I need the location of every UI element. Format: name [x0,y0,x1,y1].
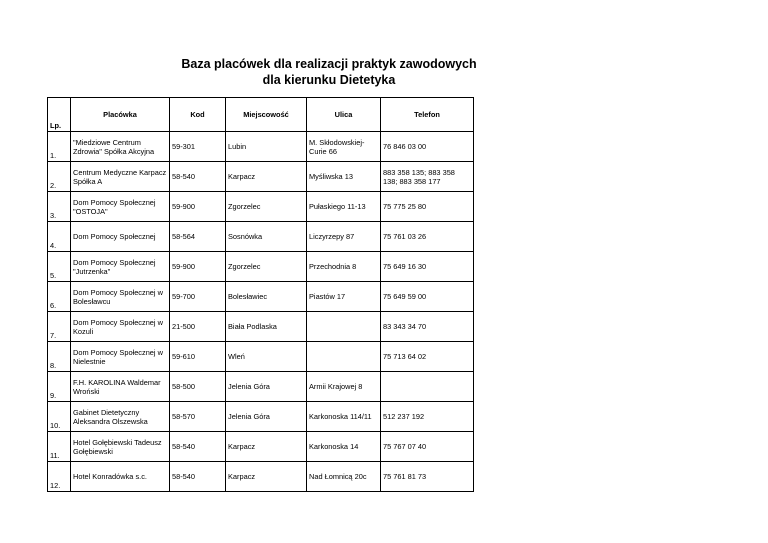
cell-lp: 4. [48,222,71,252]
cell-lp: 8. [48,342,71,372]
cell-kod: 58-570 [170,402,226,432]
table-row [48,372,474,402]
table-row [48,282,474,312]
cell-kod: 58-500 [170,372,226,402]
cell-miejscowosc: Bolesławiec [226,282,307,312]
cell-placowka: "Miedziowe Centrum Zdrowia" Spółka Akcyjna [71,132,170,162]
cell-placowka: Hotel Gołębiewski Tadeusz Gołębiewski [71,432,170,462]
cell-lp: 10. [48,402,71,432]
cell-placowka: Centrum Medyczne Karpacz Spółka A [71,162,170,192]
document-subtitle: dla kierunku Dietetyka [262,73,396,87]
document-title: Baza placówek dla realizacji praktyk zawodowych [181,57,477,71]
cell-telefon: 75 767 07 40 [381,432,474,462]
cell-kod: 59-301 [170,132,226,162]
cell-lp: 11. [48,432,71,462]
cell-kod: 59-700 [170,282,226,312]
cell-placowka: Dom Pomocy Społecznej "OSTOJA" [71,192,170,222]
cell-miejscowosc: Karpacz [226,462,307,492]
cell-placowka: Dom Pomocy Społecznej w Kozuli [71,312,170,342]
cell-telefon: 75 649 59 00 [381,282,474,312]
cell-ulica: Nad Łomnicą 20c [307,462,381,492]
cell-telefon: 75 713 64 02 [381,342,474,372]
cell-placowka: Dom Pomocy Społecznej w Bolesławcu [71,282,170,312]
header-telefon: Telefon [381,98,474,132]
table-row [48,462,474,492]
cell-placowka: Hotel Konradówka s.c. [71,462,170,492]
cell-telefon: 75 761 03 26 [381,222,474,252]
cell-ulica: Myśliwska 13 [307,162,381,192]
cell-miejscowosc: Biała Podlaska [226,312,307,342]
header-placowka: Placówka [71,98,170,132]
cell-placowka: Dom Pomocy Społecznej "Jutrzenka" [71,252,170,282]
cell-placowka: F.H. KAROLINA Waldemar Wroński [71,372,170,402]
table-row [48,402,474,432]
cell-telefon: 512 237 192 [381,402,474,432]
cell-telefon: 75 775 25 80 [381,192,474,222]
cell-lp: 2. [48,162,71,192]
cell-ulica [307,342,381,372]
table-row [48,432,474,462]
cell-miejscowosc: Sosnówka [226,222,307,252]
header-lp: Lp. [48,98,71,132]
cell-telefon: 75 761 81 73 [381,462,474,492]
header-kod: Kod [170,98,226,132]
cell-kod: 21-500 [170,312,226,342]
cell-miejscowosc: Zgorzelec [226,192,307,222]
cell-ulica [307,312,381,342]
cell-kod: 59-610 [170,342,226,372]
cell-kod: 58-564 [170,222,226,252]
cell-lp: 1. [48,132,71,162]
cell-ulica: Liczyrzepy 87 [307,222,381,252]
cell-ulica: Piastów 17 [307,282,381,312]
header-miejscowosc: Miejscowość [226,98,307,132]
cell-ulica: Karkonoska 14 [307,432,381,462]
cell-miejscowosc: Karpacz [226,432,307,462]
table-row [48,132,474,162]
cell-lp: 5. [48,252,71,282]
cell-miejscowosc: Zgorzelec [226,252,307,282]
cell-lp: 6. [48,282,71,312]
cell-telefon: 883 358 135; 883 358 138; 883 358 177 [381,162,474,192]
facilities-table [47,97,474,492]
cell-telefon: 83 343 34 70 [381,312,474,342]
cell-kod: 59-900 [170,252,226,282]
cell-placowka: Gabinet Dietetyczny Aleksandra Olszewska [71,402,170,432]
cell-miejscowosc: Jelenia Góra [226,402,307,432]
cell-kod: 58-540 [170,462,226,492]
cell-ulica: M. Skłodowskiej-Curie 66 [307,132,381,162]
cell-placowka: Dom Pomocy Społecznej [71,222,170,252]
table-header-row [48,98,474,132]
table-row [48,342,474,372]
cell-telefon: 76 846 03 00 [381,132,474,162]
cell-miejscowosc: Jelenia Góra [226,372,307,402]
header-ulica: Ulica [307,98,381,132]
cell-miejscowosc: Lubin [226,132,307,162]
table-row [48,162,474,192]
cell-lp: 7. [48,312,71,342]
cell-lp: 9. [48,372,71,402]
table-row [48,312,474,342]
cell-placowka: Dom Pomocy Społecznej w Nielestnie [71,342,170,372]
cell-kod: 58-540 [170,432,226,462]
table-row [48,252,474,282]
cell-lp: 12. [48,462,71,492]
table-row [48,192,474,222]
cell-kod: 58-540 [170,162,226,192]
cell-ulica: Karkonoska 114/11 [307,402,381,432]
cell-lp: 3. [48,192,71,222]
cell-miejscowosc: Karpacz [226,162,307,192]
cell-ulica: Pułaskiego 11-13 [307,192,381,222]
cell-kod: 59-900 [170,192,226,222]
cell-ulica: Armii Krajowej 8 [307,372,381,402]
table-row [48,222,474,252]
cell-telefon: 75 649 16 30 [381,252,474,282]
cell-miejscowosc: Wleń [226,342,307,372]
cell-telefon [381,372,474,402]
cell-ulica: Przechodnia 8 [307,252,381,282]
